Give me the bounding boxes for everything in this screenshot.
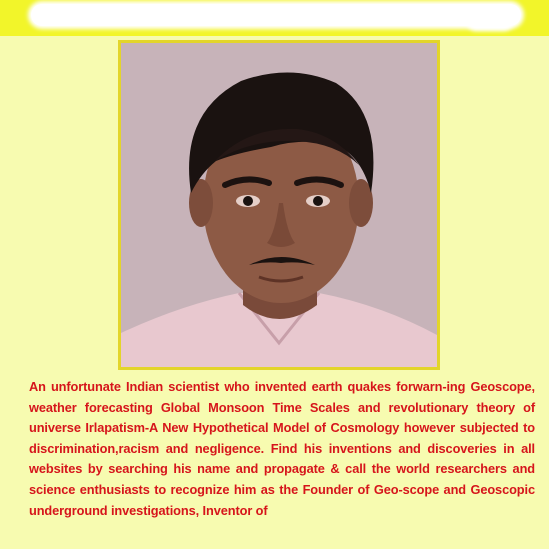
- name-strip-tail: [470, 16, 510, 28]
- top-banner: [0, 0, 549, 36]
- portrait-photo: [121, 43, 437, 367]
- portrait-frame: [118, 40, 440, 370]
- name-strip: [31, 4, 521, 26]
- caption-text: An unfortunate Indian scientist who invented earth quakes forwarn-ing Geoscope, weather forecasting Global Monsoon Time Scales and revolutionary theory of universe Irlapatism-A New Hypothetical Model of Cosmology however subjected to discrimination,racism and negligence. Find his inventions and discoveries in all websites by searching his name and propagate & call the world researchers and science enthusiasts to recognize him as the Founder of Geo-scope and Geoscopic underground investigations, Inventor of: [29, 379, 535, 518]
